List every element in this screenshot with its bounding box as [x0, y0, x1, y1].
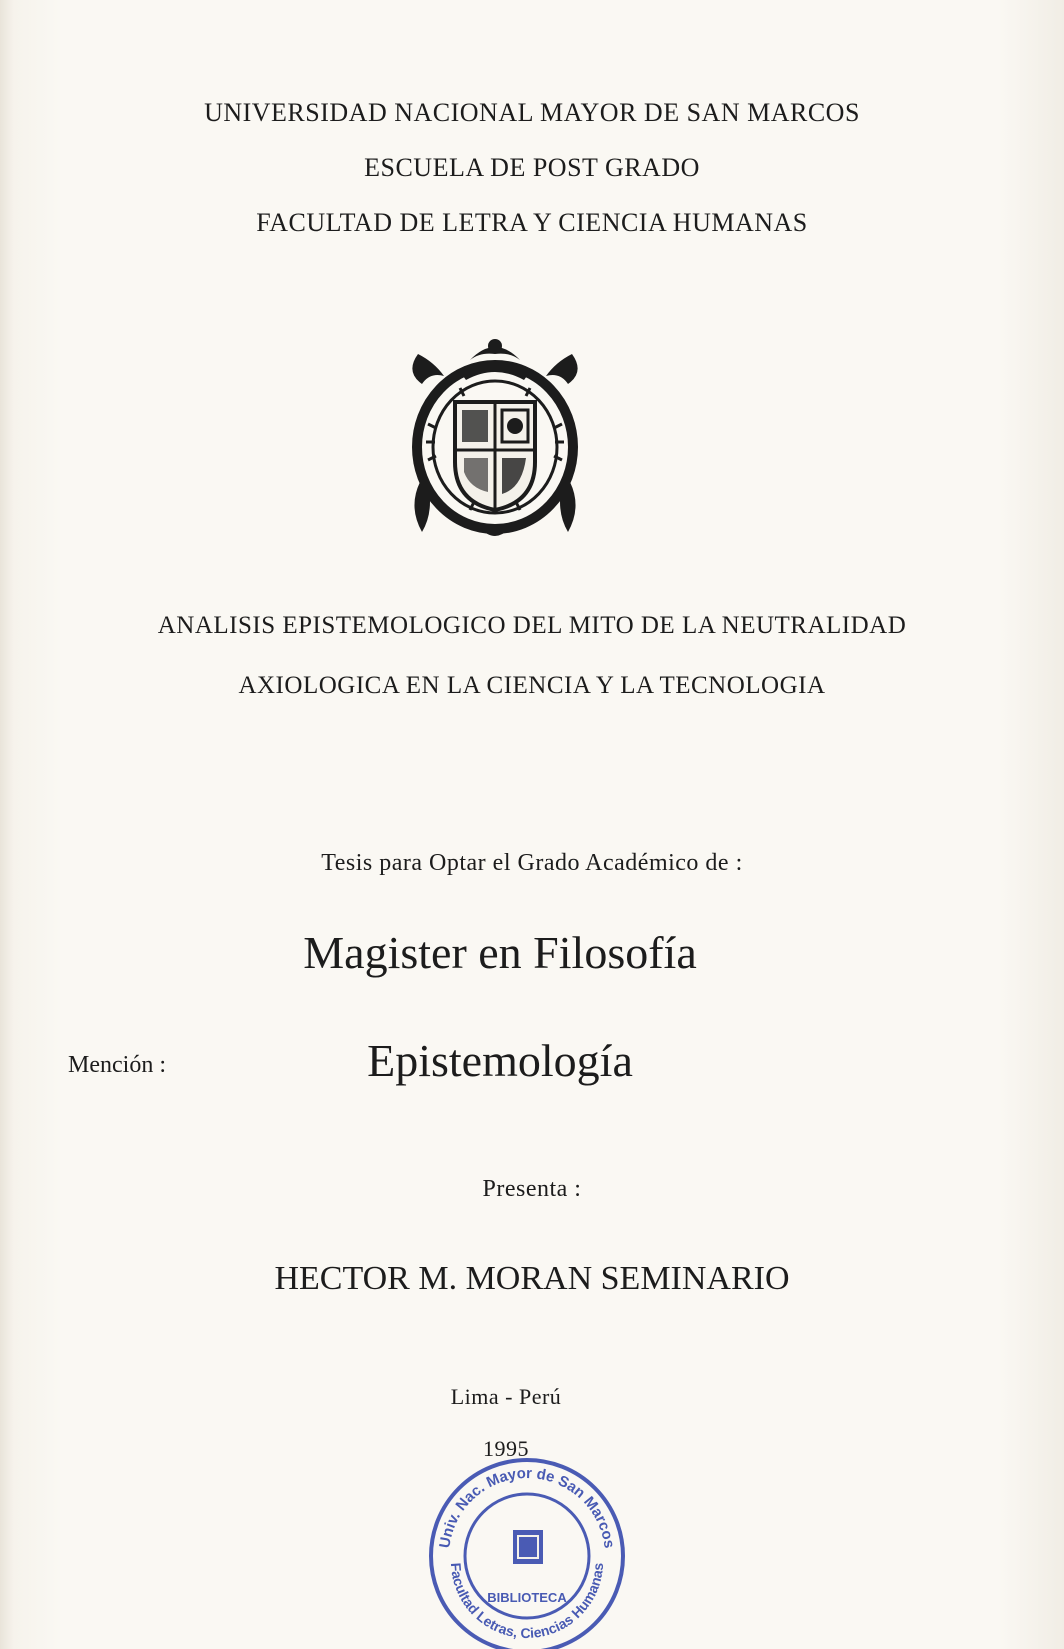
- mention-value: Epistemología: [367, 1035, 633, 1086]
- stamp-center-text: BIBLIOTECA: [487, 1590, 567, 1605]
- school-name: ESCUELA DE POST GRADO: [364, 153, 700, 182]
- thesis-title-line1: ANALISIS EPISTEMOLOGICO DEL MITO DE LA NEUTRALIDAD: [157, 612, 907, 639]
- presented-by-label: Presenta :: [482, 1176, 582, 1202]
- thesis-title-line2: AXIOLOGICA EN LA CIENCIA Y LA TECNOLOGIA: [238, 672, 826, 699]
- mention-label: Mención :: [68, 1052, 166, 1078]
- library-stamp-icon: [425, 1452, 630, 1649]
- stamp-bottom-text: Facultad Letras, Ciencias Humanas: [447, 1562, 607, 1642]
- year: 1995: [483, 1436, 529, 1461]
- stamp-top-text: Univ. Nac. Mayor de San Marcos: [436, 1464, 618, 1550]
- degree-title: Magister en Filosofía: [303, 927, 697, 978]
- degree-intro: Tesis para Optar el Grado Académico de :: [321, 850, 743, 876]
- faculty-name: FACULTAD DE LETRA Y CIENCIA HUMANAS: [256, 208, 808, 237]
- author-name: HECTOR M. MORAN SEMINARIO: [274, 1260, 790, 1297]
- university-crest-icon: [400, 332, 590, 547]
- place: Lima - Perú: [450, 1384, 562, 1409]
- university-name: UNIVERSIDAD NACIONAL MAYOR DE SAN MARCOS: [204, 98, 860, 127]
